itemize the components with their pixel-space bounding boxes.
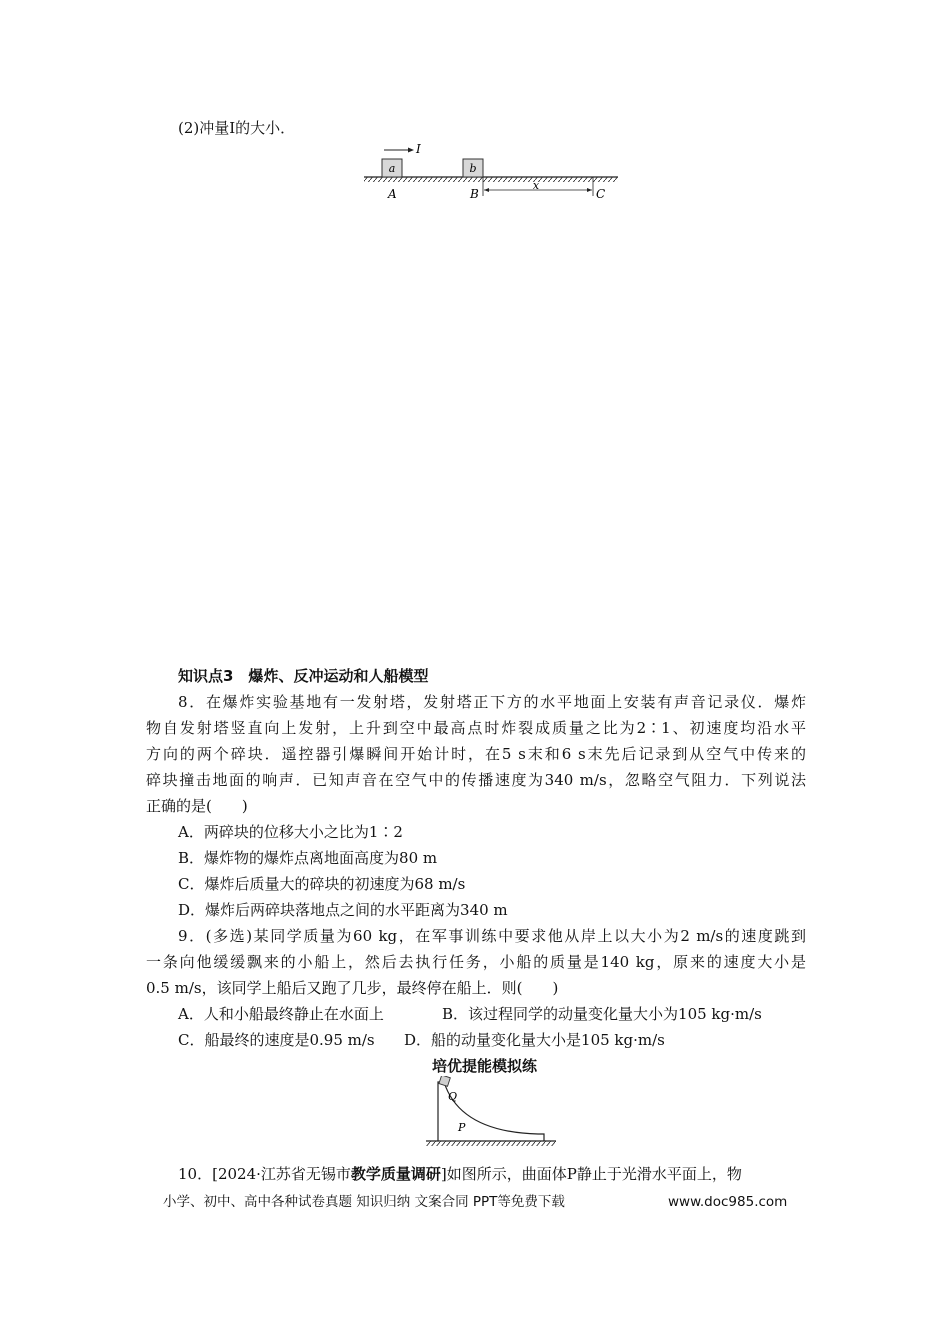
label-p: P	[458, 1121, 466, 1134]
q9-option-a: A．人和小船最终静止在水面上	[178, 1005, 384, 1023]
q9-option-b: B．该过程同学的动量变化量大小为105 kg·m/s	[442, 1005, 762, 1023]
q10-suffix: ]如图所示，曲面体P静止于光滑水平面上，物	[440, 1165, 742, 1183]
footer-url[interactable]: www.doc985.com	[668, 1194, 788, 1210]
q8-line-2: 物自发射塔竖直向上发射，上升到空中最高点时炸裂成质量之比为2∶1、初速度均沿水平	[146, 719, 806, 737]
ground-hatch	[364, 177, 618, 182]
q10-prefix: 10．[2024·江苏省无锡市	[178, 1165, 351, 1183]
footer-text: 小学、初中、高中各种试卷真题 知识归纳 文案合同 PPT等免费下载	[163, 1194, 565, 1210]
figure-curved-body-diagram	[420, 1076, 560, 1152]
impulse-label: I	[416, 142, 421, 156]
block-a-label: a	[388, 162, 396, 175]
figure-blocks-diagram	[360, 138, 625, 204]
q8-option-a: A．两碎块的位移大小之比为1∶2	[178, 823, 403, 841]
point-b-label: B	[470, 187, 479, 201]
impulse-arrowhead	[408, 148, 414, 153]
point-c-label: C	[596, 187, 606, 201]
q8-line-5: 正确的是( )	[146, 797, 248, 815]
q8-line-3: 方向的两个碎块．遥控器引爆瞬间开始计时，在5 s末和6 s末先后记录到从空气中传来的	[146, 745, 806, 763]
q8-option-d: D．爆炸后两碎块落地点之间的水平距离为340 m	[178, 901, 508, 919]
q7-part2-text: (2)冲量I的大小．	[178, 119, 296, 137]
block-q	[439, 1076, 450, 1086]
practice-title: 培优提能模拟练	[432, 1057, 538, 1075]
label-q: Q	[448, 1090, 458, 1103]
q8-line-4: 碎块撞击地面的响声．已知声音在空气中的传播速度为340 m/s，忽略空气阻力．下列说法	[146, 771, 806, 789]
q8-option-c: C．爆炸后质量大的碎块的初速度为68 m/s	[178, 875, 466, 893]
q9-line-1: 9．(多选)某同学质量为60 kg，在军事训练中要求他从岸上以大小为2 m/s的速度跳到	[178, 927, 806, 945]
q9-option-d: D．船的动量变化量大小是105 kg·m/s	[404, 1031, 665, 1049]
q10-line-1	[178, 1164, 742, 1184]
block-b-label: b	[469, 162, 477, 175]
q8-option-b: B．爆炸物的爆炸点离地面高度为80 m	[178, 849, 438, 867]
q9-line-2: 一条向他缓缓飘来的小船上，然后去执行任务，小船的质量是140 kg，原来的速度大小是	[146, 953, 806, 971]
q9-option-c: C．船最终的速度是0.95 m/s	[178, 1031, 375, 1049]
q8-line-1: 8．在爆炸实验基地有一发射塔，发射塔正下方的水平地面上安装有声音记录仪．爆炸	[178, 693, 806, 711]
ground-hatch-2	[426, 1141, 556, 1146]
point-a-label: A	[388, 187, 397, 201]
q10-bold-source: 教学质量调研	[350, 1165, 441, 1183]
section-3-title: 知识点3 爆炸、反冲运动和人船模型	[178, 667, 429, 685]
q9-line-3: 0.5 m/s，该同学上船后又跑了几步，最终停在船上．则( )	[146, 979, 559, 997]
distance-label: x	[532, 179, 540, 192]
